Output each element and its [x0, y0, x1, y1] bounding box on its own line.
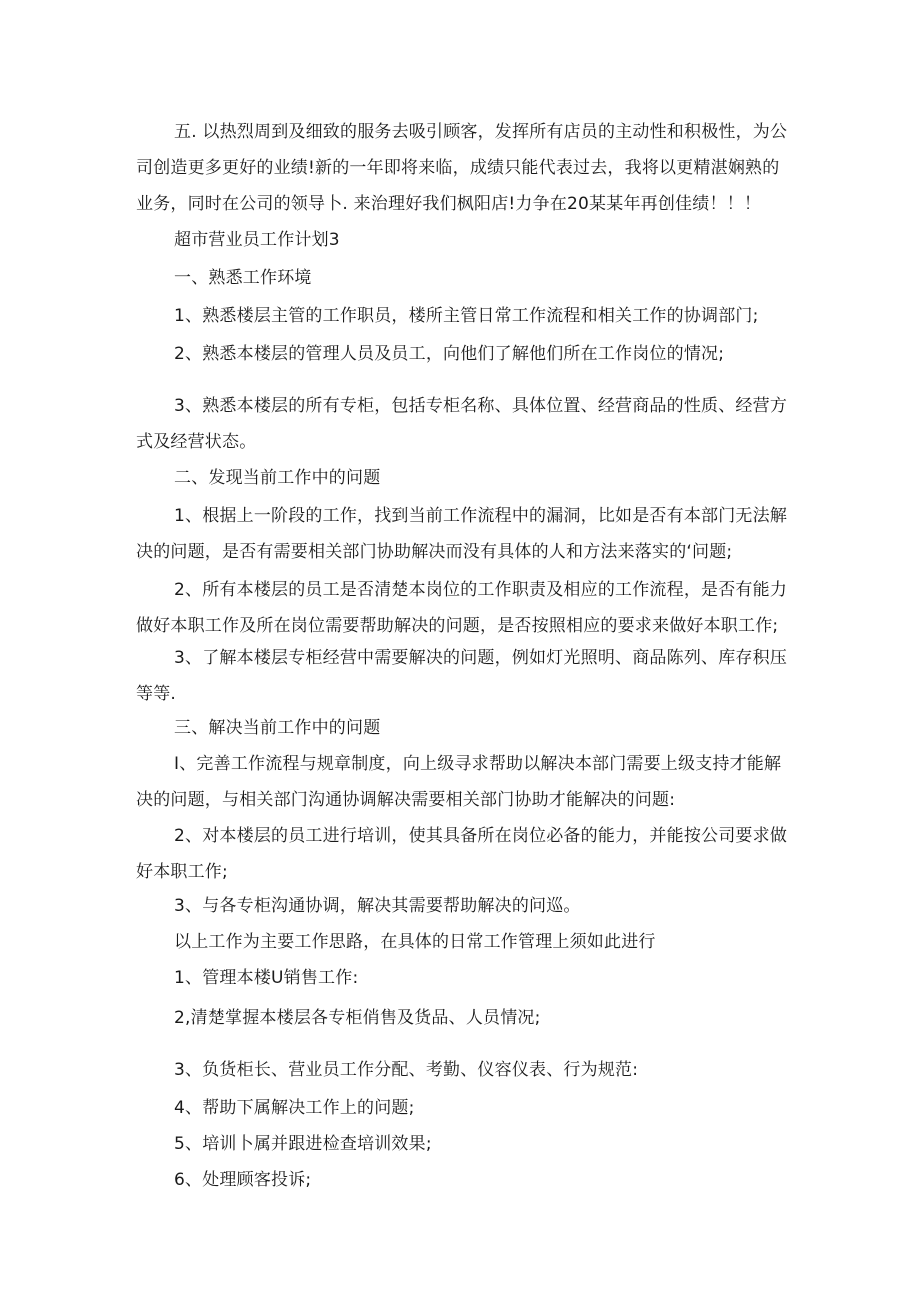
heading-discover-problems: 二、发现当前工作中的问题 — [174, 468, 381, 488]
list-item: 6、处理顾客投诉; — [174, 1170, 312, 1190]
list-item: 2、熟悉本楼层的管理人员及员工，向他们了解他们所在工作岗位的情况; — [174, 344, 725, 364]
paragraph-closing-statement: 五. 以热烈周到及细致的服务去吸引顾客，发挥所有店员的主动性和积极性，为公司创造更多更好的业绩!新的一年即将来临，成绩只能代表过去，我将以更精湛娴熟的业务，同时在公司的领导卜. 来治理好我们枫阳店!力争在20某某年再创佳绩！！！ — [136, 122, 788, 214]
list-item: 1、熟悉楼层主管的工作职员，楼所主管日常工作流程和相关工作的协调部门; — [174, 306, 759, 326]
list-item: 4、帮助下属解决工作上的问题; — [174, 1098, 415, 1118]
list-item: 2,清楚掌握本楼层各专柜俏售及货品、人员情况; — [174, 1008, 541, 1028]
list-item: 1、管理本楼U销售工作: — [174, 968, 359, 988]
list-item: 5、培训卜属并跟进检查培训效果; — [174, 1134, 432, 1154]
heading-familiarize-environment: 一、熟悉工作环境 — [174, 268, 312, 288]
heading-solve-problems: 三、解决当前工作中的问题 — [174, 718, 381, 738]
list-item: 2、所有本楼层的员工是否清楚本岗位的工作职责及相应的工作流程，是否有能力做好本职工作及所在岗位需要帮助解决的问题，是否按照相应的要求来做好本职工作; — [136, 580, 788, 636]
list-item: 3、了解本楼层专柜经营中需要解决的问题，例如灯光照明、商品陈列、库存积压等等. — [136, 648, 788, 704]
list-item: 1、根据上一阶段的工作，找到当前工作流程中的漏洞，比如是否有本部门无法解决的问题，是否有需要相关部门协助解决而没有具体的人和方法来落实的‘问题; — [136, 506, 788, 562]
list-item: 3、负货柜长、营业员工作分配、考勤、仪容仪表、行为规范: — [174, 1060, 639, 1080]
list-item: 3、熟悉本楼层的所有专柜，包括专柜名称、具体位置、经营商品的性质、经营方式及经营状态。 — [136, 396, 788, 452]
list-item: 2、对本楼层的员工进行培训，使其具备所在岗位必备的能力，并能按公司要求做好本职工作; — [136, 826, 788, 882]
list-item: 3、与各专柜沟通协调，解决其需要帮助解决的问巡。 — [174, 896, 581, 916]
section-title: 超市营业员工作计划3 — [174, 230, 340, 250]
list-item: I、完善工作流程与规章制度，向上级寻求帮助以解决本部门需要上级支持才能解决的问题，与相关部门沟通协调解决需要相关部门协助才能解决的问题: — [136, 754, 782, 810]
paragraph-summary: 以上工作为主要工作思路，在具体的日常工作管理上须如此进行 — [174, 932, 656, 952]
